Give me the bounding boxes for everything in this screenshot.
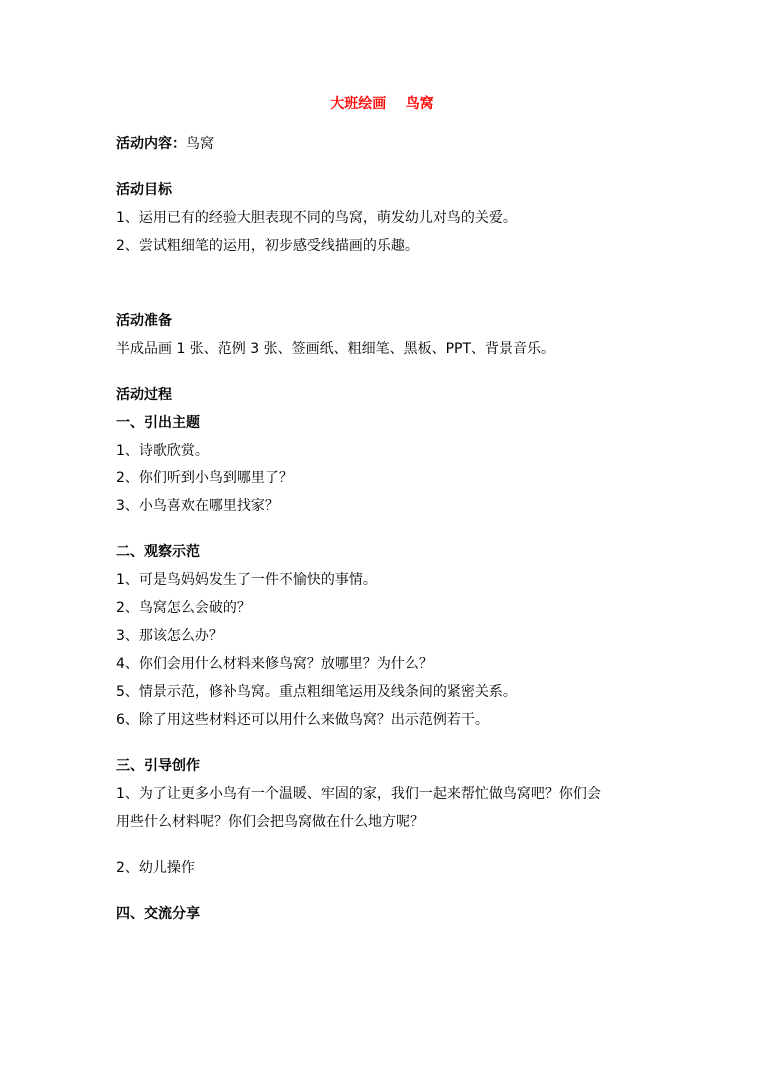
- section3-heading: 三、引导创作: [116, 758, 200, 774]
- section2-item-4: 4、你们会用什么材料来修鸟窝？放哪里？为什么？: [116, 656, 433, 672]
- section1-item-2: 2、你们听到小鸟到哪里了？: [116, 470, 293, 486]
- section3-item-1-line-2: 用些什么材料呢？你们会把鸟窝做在什么地方呢？: [116, 814, 424, 830]
- section2-heading: 二、观察示范: [116, 544, 200, 560]
- activity-content-line: [116, 134, 214, 154]
- section3-item-1-line-1: 1、为了让更多小鸟有一个温暖、牢固的家，我们一起来帮忙做鸟窝吧？你们会: [116, 786, 601, 802]
- prep-heading: 活动准备: [116, 313, 172, 329]
- section1-item-1: 1、诗歌欣赏。: [116, 443, 209, 459]
- section2-item-2: 2、鸟窝怎么会破的？: [116, 600, 251, 616]
- process-heading: 活动过程: [116, 387, 172, 403]
- prep-text: 半成品画 1 张、范例 3 张、签画纸、粗细笔、黑板、PPT、背景音乐。: [116, 341, 556, 357]
- document-title: 大班绘画 鸟窝: [330, 96, 434, 112]
- goals-heading: 活动目标: [116, 182, 172, 198]
- activity-content-label: 活动内容：: [116, 136, 186, 152]
- section2-item-1: 1、可是鸟妈妈发生了一件不愉快的事情。: [116, 572, 377, 588]
- section4-heading: 四、交流分享: [116, 906, 200, 922]
- section1-item-3: 3、小鸟喜欢在哪里找家？: [116, 498, 279, 514]
- section2-item-5: 5、情景示范，修补鸟窝。重点粗细笔运用及线条间的紧密关系。: [116, 684, 517, 700]
- section2-item-6: 6、除了用这些材料还可以用什么来做鸟窝？出示范例若干。: [116, 712, 489, 728]
- activity-content-value: 鸟窝: [186, 136, 214, 152]
- goal-item-2: 2、尝试粗细笔的运用，初步感受线描画的乐趣。: [116, 238, 419, 254]
- section1-heading: 一、引出主题: [116, 415, 200, 431]
- section3-item-2: 2、幼儿操作: [116, 860, 195, 876]
- goal-item-1: 1、运用已有的经验大胆表现不同的鸟窝，萌发幼儿对鸟的关爱。: [116, 210, 517, 226]
- section2-item-3: 3、那该怎么办？: [116, 628, 223, 644]
